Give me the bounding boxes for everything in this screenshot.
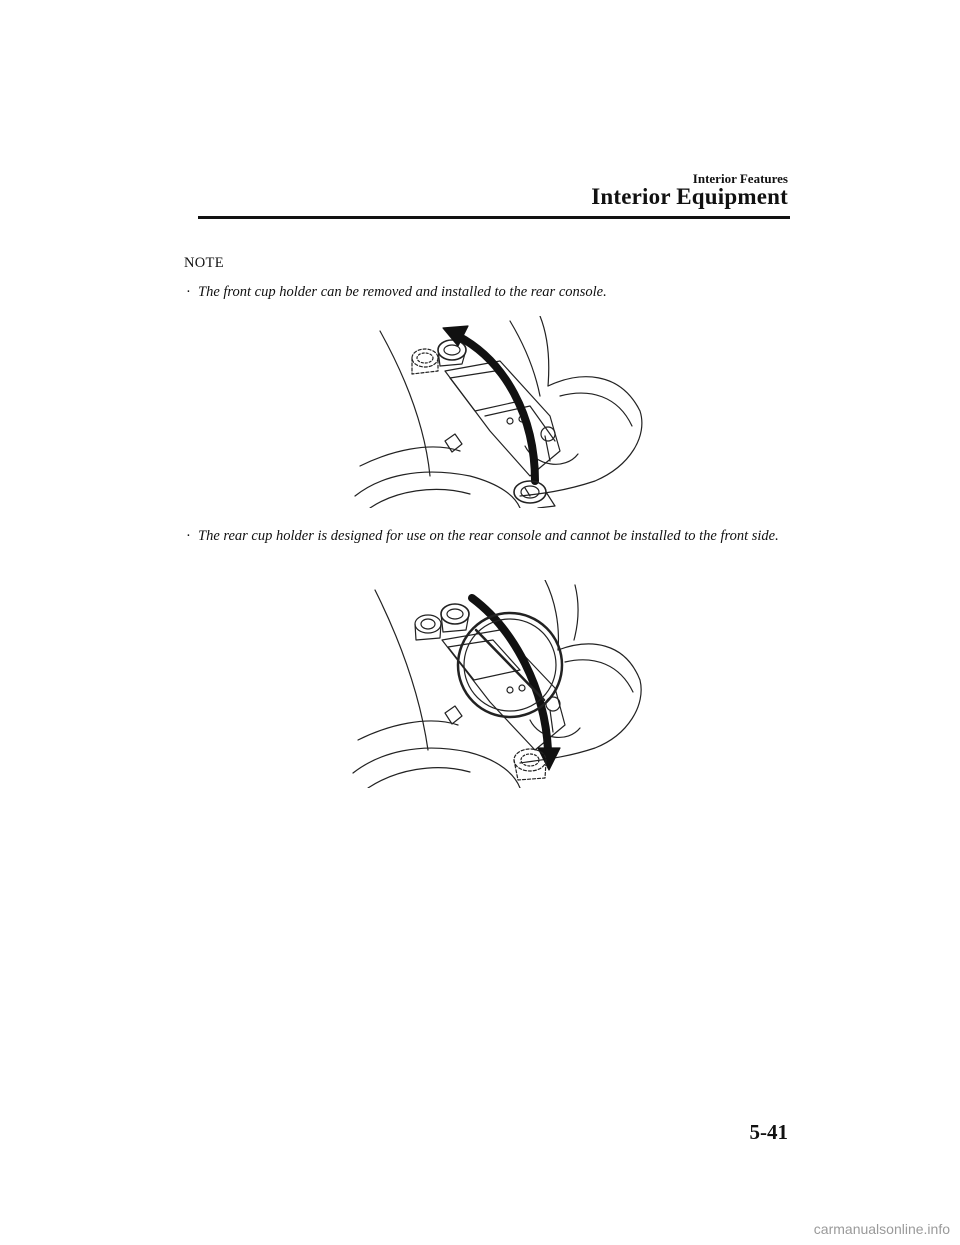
header-rule [198,216,790,219]
rear-cup-holder-illustration [350,580,650,788]
note-bullet-2-text: The rear cup holder is designed for use on the rear console and cannot be installed to the front side. [198,528,779,544]
note-bullet-1 [186,283,798,302]
watermark[interactable]: carmanualsonline.info [813,1221,950,1237]
note-bullet-2 [186,527,798,546]
page-number: 5-41 [749,1120,788,1144]
note-heading: NOTE [184,255,224,271]
section-label: Interior Features [692,171,788,186]
note-bullet-1-text: The front cup holder can be removed and installed to the rear console. [198,284,607,300]
bullet-dot-icon: · [186,284,191,300]
bullet-dot-icon: · [186,528,191,544]
front-cup-holder-illustration [350,316,650,508]
chapter-title: Interior Equipment [591,184,788,209]
prohibited-icon [458,613,562,717]
